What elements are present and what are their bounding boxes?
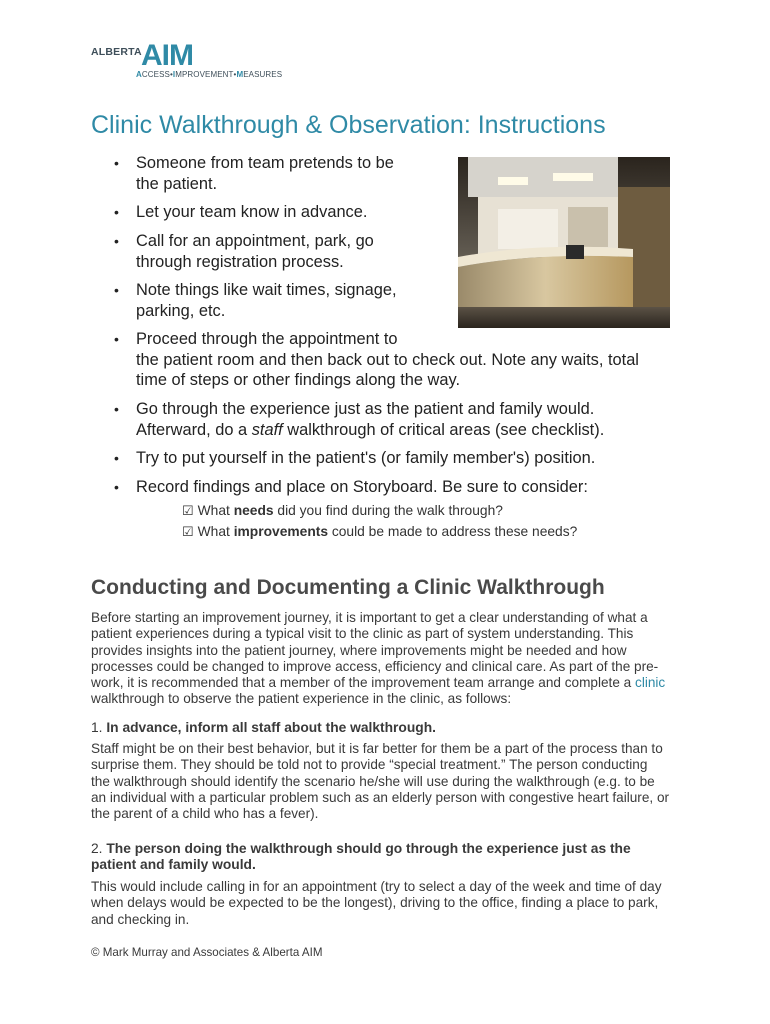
step-2-body: This would include calling in for an appointment (try to select a day of the week and time of day when delays would be expected to be the longest), driving to the office, finding a place to park, and checking in. xyxy=(91,879,662,927)
checkbox-checked-icon: ☑ xyxy=(182,524,194,539)
checkbox-checked-icon: ☑ xyxy=(182,503,194,518)
step-2-heading: 2. The person doing the walkthrough should go through the experience just as the patient and family would. xyxy=(91,841,631,873)
logo-aim: AIM xyxy=(141,39,193,72)
checklist-item-needs: ☑ What needs did you find during the walk through? xyxy=(182,503,503,518)
checklist-item-improvements: ☑ What improvements could be made to address these needs? xyxy=(182,524,578,539)
intro-paragraph: Before starting an improvement journey, it is important to get a clear understanding of what a patient experiences during a typical visit to the clinic as part of system understanding. This provides insights into the patient journey, where improvements might be needed and how processes could be changed to improve access, efficiency and clinical care. As part of the pre- work, it is recommended that a member of the improvement team arrange and complete a clinic walkthrough to observe the patient experience in the clinic, as follows: xyxy=(91,610,666,707)
alberta-aim-logo xyxy=(91,39,291,84)
logo-alberta: ALBERTA xyxy=(91,46,142,58)
clinic-reception-photo xyxy=(458,157,670,328)
clinic-link: clinic xyxy=(635,675,666,691)
page-title: Clinic Walkthrough & Observation: Instructions xyxy=(91,111,606,139)
step-1-heading: 1. In advance, inform all staff about the walkthrough. xyxy=(91,720,436,735)
footer-copyright: © Mark Murray and Associates & Alberta AIM xyxy=(91,946,323,959)
step-1-body: Staff might be on their best behavior, but it is far better for them be a part of the process than to surprise them. They should be told not to provide “special treatment.” The person conducting the walkthrough should identify the scenario he/she will use during the walkthrough (e.g. to be an individual with a particular problem such as an elderly person with congestive heart failure, or the parent of a child who has a fever). xyxy=(91,741,670,822)
section-title: Conducting and Documenting a Clinic Walkthrough xyxy=(91,576,605,599)
logo-tagline: ACCESS•IMPROVEMENT•MEASURES xyxy=(136,70,283,79)
